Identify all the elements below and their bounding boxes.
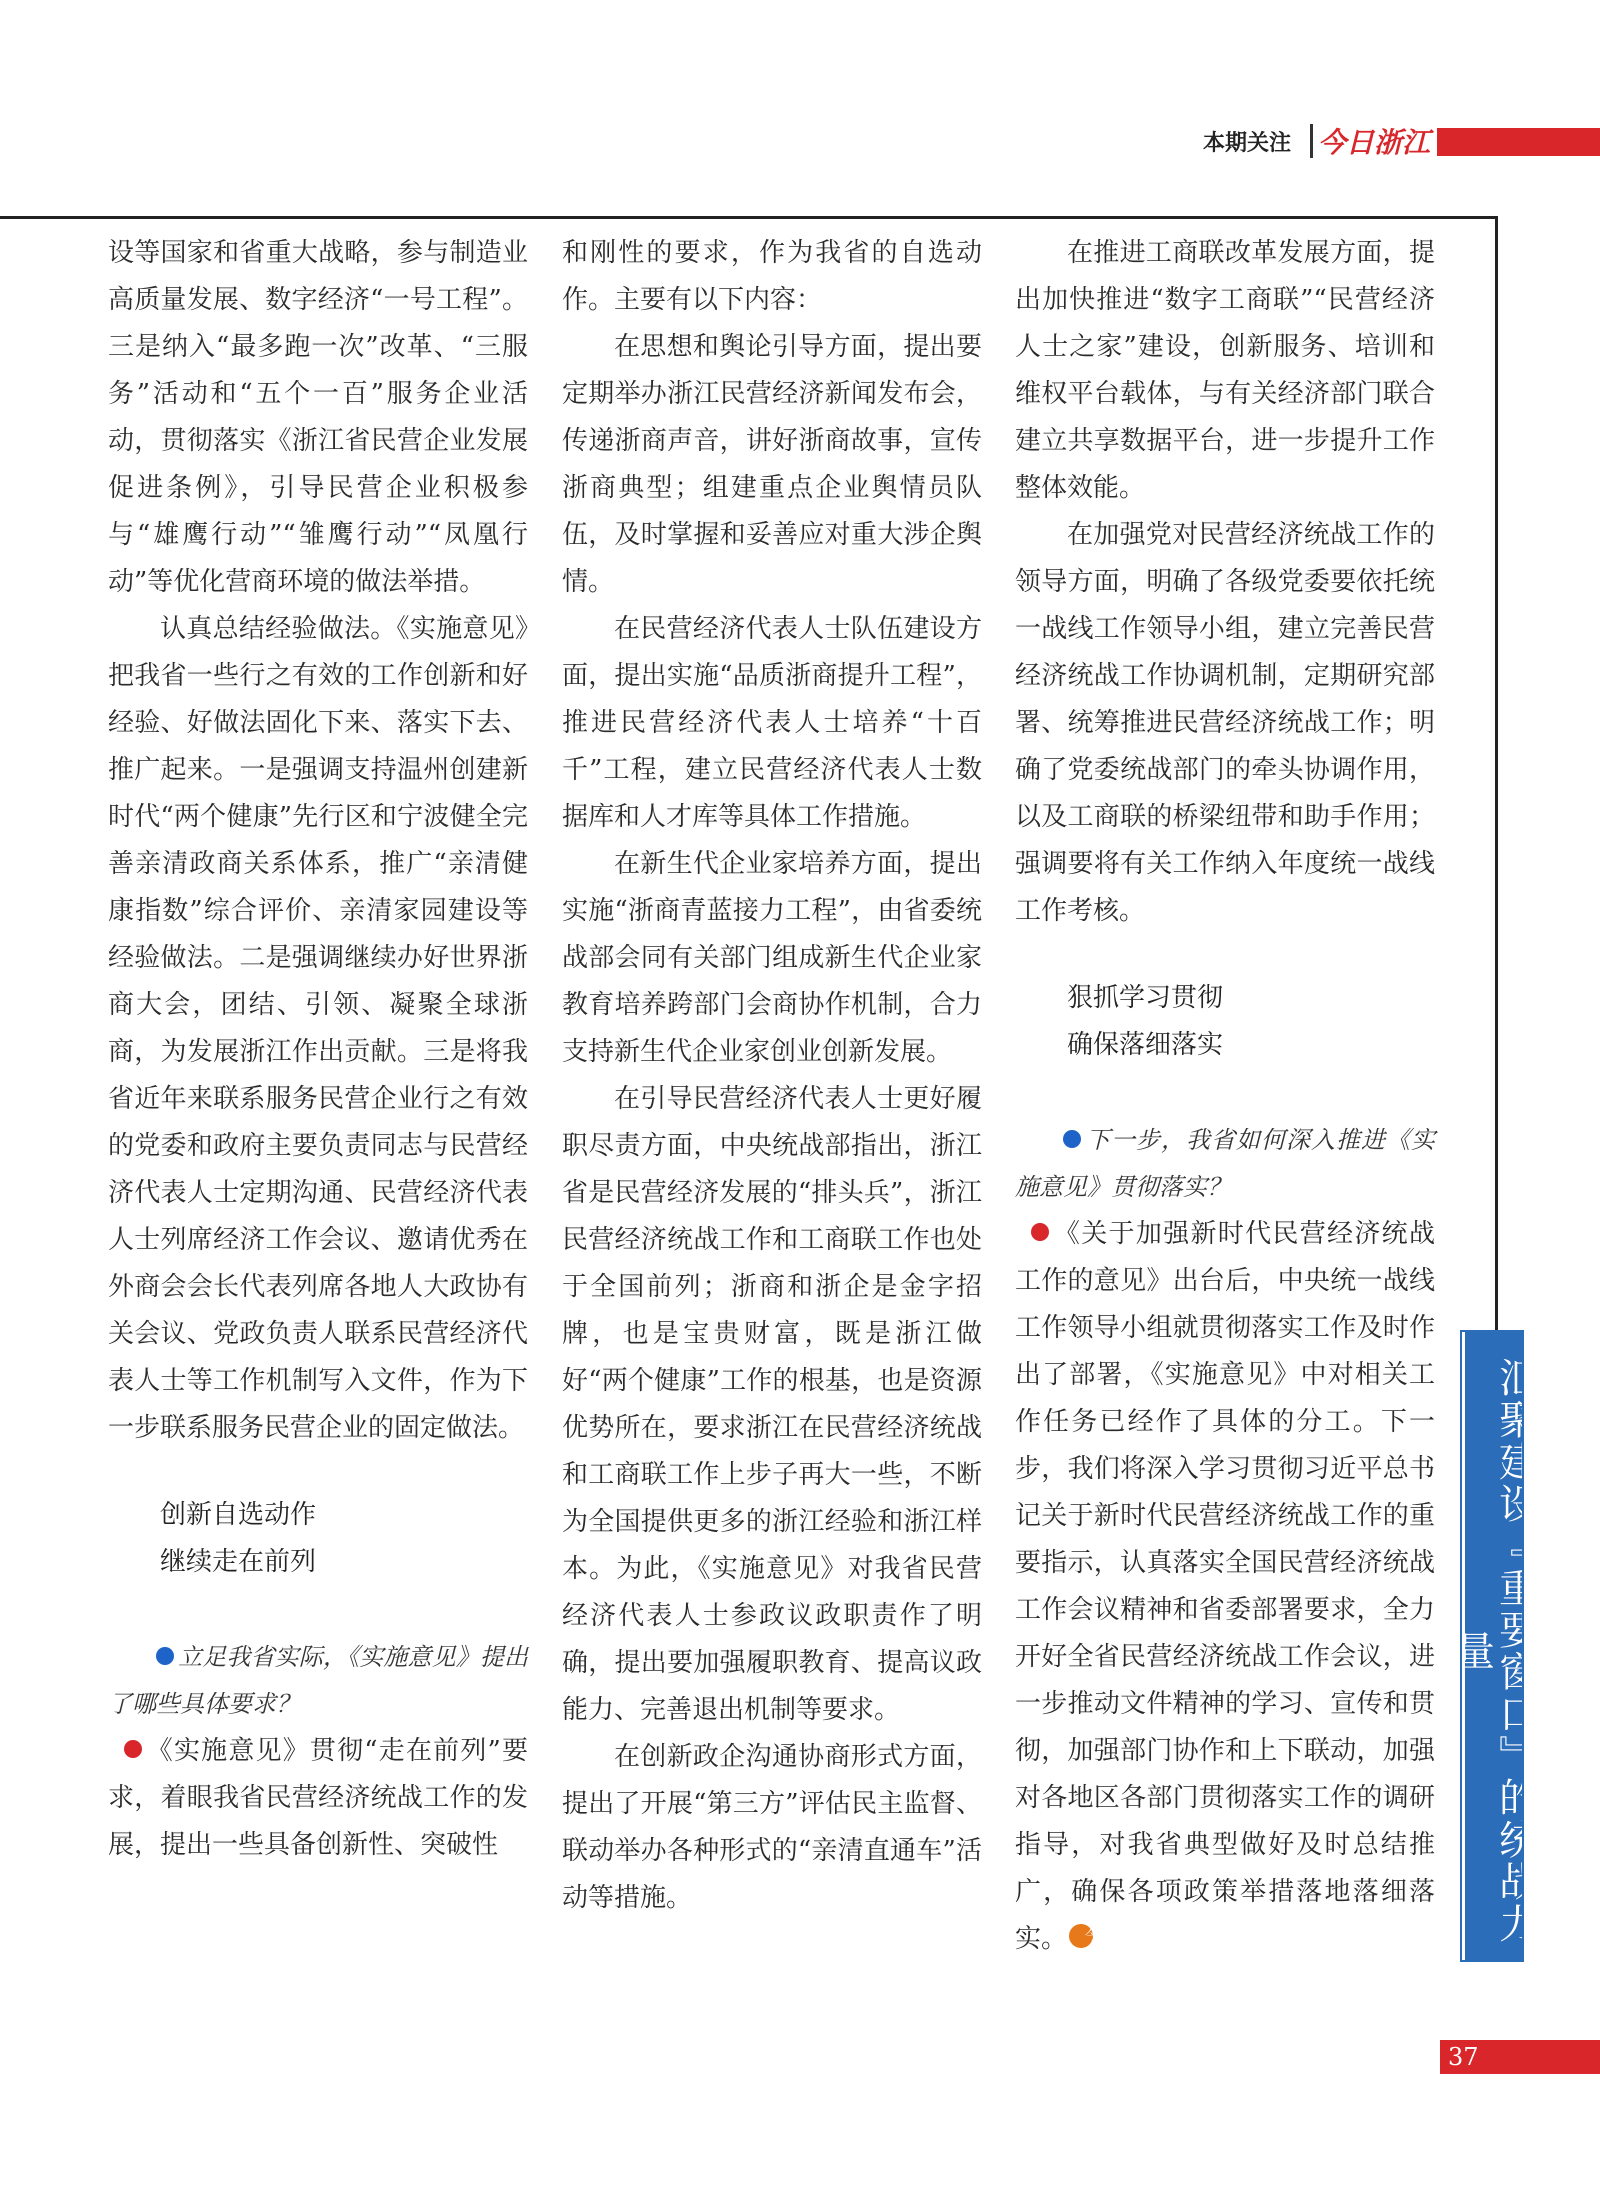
paragraph: 设等国家和省重大战略，参与制造业高质量发展、数字经济“一号工程”。三是纳入“最多跑一次”改革、“三服务”活动和“五个一百”服务企业活动，贯彻落实《浙江省民营企业发展促进条例》，引导民营企业积极参与“雄鹰行动”“雏鹰行动”“凤凰行动”等优化营商环境的做法举措。 bbox=[108, 238, 528, 597]
magazine-logo: 今日浙江 bbox=[1318, 126, 1431, 159]
section-label: 本期关注 bbox=[1203, 131, 1292, 156]
section-heading-line1: 狠抓学习贯彻 bbox=[1067, 983, 1224, 1013]
answer-text: 《关于加强新时代民营经济统战工作的意见》出台后，中央统一战线工作领导小组就贯彻落实工作及时作出了部署，《实施意见》中对相关工作任务已经作了具体的分工。下一步，我们将深入学习贯彻习近平总书记关于新时代民营经济统战工作的重要指示，认真落实全国民营经济统战工作会议精神和省委部署要求，全力开好全省民营经济统战工作会议，进一步推动文件精神的学习、宣传和贯彻，加强部门协作和上下联动，加强对各地区各部门贯彻落实工作的调研指导，对我省典型做好及时总结推广，确保各项政策举措落地落细落实。 bbox=[1015, 1219, 1435, 1954]
question-bullet-icon bbox=[1063, 1130, 1081, 1148]
paragraph: 认真总结经验做法。《实施意见》把我省一些行之有效的工作创新和好经验、好做法固化下来、落实下去、推广起来。一是强调支持温州创建新时代“两个健康”先行区和宁波健全完善亲清政商关系体系，推广“亲清健康指数”综合评价、亲清家园建设等经验做法。二是强调继续办好世界浙商大会，团结、引领、凝聚全球浙商，为发展浙江作出贡献。三是将我省近年来联系服务民营企业行之有效的党委和政府主要负责同志与民营经济代表人士定期沟通、民营经济代表人士列席经济工作会议、邀请优秀在外商会会长代表列席各地人大政协有关会议、党政负责人联系民营经济代表人士等工作机制写入文件，作为下一步联系服务民营企业的固定做法。 bbox=[108, 614, 528, 1443]
paragraph: 在民营经济代表人士队伍建设方面，提出实施“品质浙商提升工程”，推进民营经济代表人士培养“十百千”工程，建立民营经济代表人士数据库和人才库等具体工作措施。 bbox=[562, 614, 982, 832]
answer-bullet-icon bbox=[124, 1740, 142, 1758]
question bbox=[1015, 1117, 1435, 1211]
section-heading-line2: 继续走在前列 bbox=[160, 1547, 317, 1577]
paragraph: 在加强党对民营经济统战工作的领导方面，明确了各级党委要依托统一战线工作领导小组，建立完善民营经济统战工作协调机制，定期研究部署、统筹推进民营经济统战工作；明确了党委统战部门的牵头协调作用，以及工商联的桥梁纽带和助手作用；强调要将有关工作纳入年度统一战线工作考核。 bbox=[1015, 520, 1435, 926]
paragraph: 在推进工商联改革发展方面，提出加快推进“数字工商联”“民营经济人士之家”建设，创新服务、培训和维权平台载体，与有关经济部门联合建立共享数据平台，进一步提升工作整体效能。 bbox=[1015, 238, 1435, 503]
question-text: 立足我省实际，《实施意见》提出了哪些具体要求？ bbox=[108, 1643, 528, 1718]
header-red-bar bbox=[1437, 128, 1600, 156]
paragraph: 在引导民营经济代表人士更好履职尽责方面，中央统战部指出，浙江省是民营经济发展的“排头兵”，浙江民营经济统战工作和工商联工作也处于全国前列；浙商和浙企是金字招牌，也是宝贵财富，既是浙江做好“两个健康”工作的根基，也是资源优势所在，要求浙江在民营经济统战和工商联工作上步子再大一些，不断为全国提供更多的浙江经验和浙江样本。为此，《实施意见》对我省民营经济代表人士参政议政职责作了明确，提出要加强履职教育、提高议政能力、完善退出机制等要求。 bbox=[562, 1084, 982, 1725]
article-column-2 bbox=[562, 230, 982, 1922]
article-column-3 bbox=[1015, 230, 1435, 1963]
frame-right-line bbox=[1495, 216, 1498, 1366]
article-column-1 bbox=[108, 230, 528, 1869]
frame-top-line bbox=[0, 216, 1498, 219]
paragraph: 在新生代企业家培养方面，提出实施“浙商青蓝接力工程”，由省委统战部会同有关部门组成新生代企业家教育培养跨部门会商协作机制，合力支持新生代企业家创业创新发展。 bbox=[562, 849, 982, 1067]
answer bbox=[108, 1728, 528, 1869]
section-heading-line1: 创新自选动作 bbox=[160, 1500, 317, 1530]
question-bullet-icon bbox=[156, 1647, 174, 1665]
answer bbox=[1015, 1211, 1435, 1963]
paragraph: 在创新政企沟通协商形式方面，提出了开展“第三方”评估民主监督、联动举办各种形式的“亲清直通车”活动等措施。 bbox=[562, 1742, 982, 1913]
paragraph: 在思想和舆论引导方面，提出要定期举办浙江民营经济新闻发布会，传递浙商声音，讲好浙商故事，宣传浙商典型；组建重点企业舆情员队伍，及时掌握和妥善应对重大涉企舆情。 bbox=[562, 332, 982, 597]
header-separator bbox=[1310, 124, 1313, 158]
section-heading-line2: 确保落细落实 bbox=[1067, 1030, 1224, 1060]
paragraph: 和刚性的要求，作为我省的自选动作。主要有以下内容： bbox=[562, 238, 982, 315]
page-number: 37 bbox=[1448, 2043, 1479, 2071]
question bbox=[108, 1634, 528, 1728]
answer-bullet-icon bbox=[1031, 1223, 1049, 1241]
question-text: 下一步，我省如何深入推进《实施意见》贯彻落实？ bbox=[1015, 1126, 1435, 1201]
side-banner bbox=[1448, 1332, 1539, 1960]
side-banner-text: 汇聚建设『重要窗口』的统战力量 bbox=[1448, 1357, 1539, 1945]
answer-text: 《实施意见》贯彻“走在前列”要求，着眼我省民营经济统战工作的发展，提出一些具备创新性、突破性 bbox=[108, 1736, 528, 1860]
end-mark-icon: 今 bbox=[1069, 1924, 1093, 1948]
